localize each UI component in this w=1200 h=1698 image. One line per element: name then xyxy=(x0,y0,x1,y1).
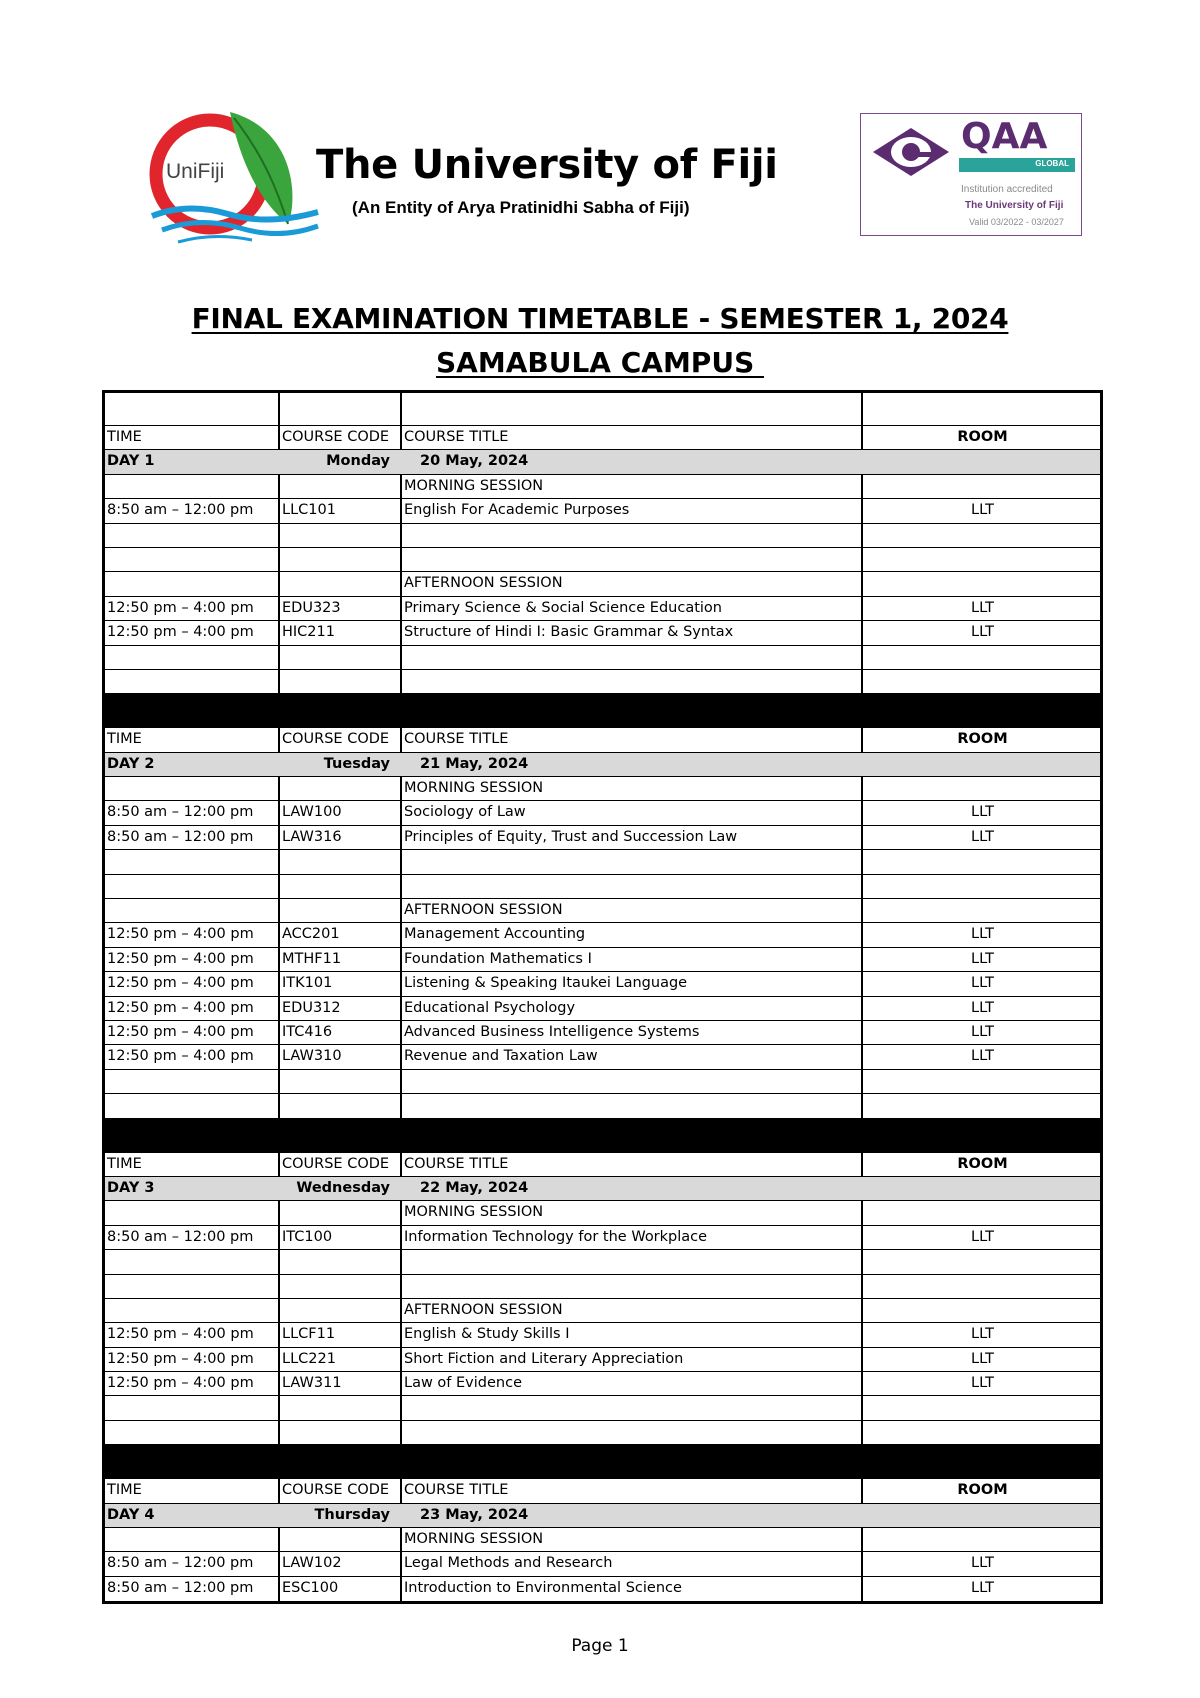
university-subtitle: (An Entity of Arya Pratinidhi Sabha of Fiji) xyxy=(352,198,690,217)
empty-cell xyxy=(863,1396,1100,1419)
empty-cell xyxy=(863,1528,1100,1551)
session-row xyxy=(105,475,1100,499)
title-header: COURSE TITLE xyxy=(402,1479,863,1502)
exam-course-code: ITC100 xyxy=(280,1226,402,1249)
blank-row xyxy=(105,1275,1100,1299)
empty-cell xyxy=(280,475,402,498)
exam-course-code: HIC211 xyxy=(280,621,402,644)
empty-cell xyxy=(863,899,1100,922)
session-name: AFTERNOON SESSION xyxy=(402,1299,863,1322)
table-header-row xyxy=(105,1479,1100,1503)
session-name: AFTERNOON SESSION xyxy=(402,572,863,595)
empty-cell xyxy=(280,1070,402,1093)
empty-cell xyxy=(280,548,402,571)
exam-course-code: ITC416 xyxy=(280,1021,402,1044)
exam-course-code: EDU323 xyxy=(280,597,402,620)
empty-cell xyxy=(105,393,280,425)
empty-cell xyxy=(105,524,280,547)
exam-row xyxy=(105,997,1100,1021)
session-row xyxy=(105,1299,1100,1323)
exam-course-title: Short Fiction and Literary Appreciation xyxy=(402,1348,863,1371)
empty-cell xyxy=(402,646,863,669)
blank-row xyxy=(105,393,1100,426)
qaa-brand: QAA xyxy=(961,116,1048,157)
day-date: 20 May, 2024 xyxy=(420,453,529,470)
university-name: The University of Fiji xyxy=(316,142,778,188)
blank-row xyxy=(105,1396,1100,1420)
qaa-global: GLOBAL xyxy=(1035,159,1069,168)
day-date: 22 May, 2024 xyxy=(420,1179,529,1196)
exam-time: 8:50 am – 12:00 pm xyxy=(105,499,280,522)
exam-time: 12:50 pm – 4:00 pm xyxy=(105,997,280,1020)
blank-row xyxy=(105,548,1100,572)
empty-cell xyxy=(280,524,402,547)
exam-course-title: English & Study Skills I xyxy=(402,1323,863,1346)
code-header: COURSE CODE xyxy=(280,426,402,449)
empty-cell xyxy=(402,1275,863,1298)
exam-course-code: LAW316 xyxy=(280,826,402,849)
day-label: DAY 2 xyxy=(107,755,155,772)
day-label: DAY 1 xyxy=(107,453,155,470)
time-header: TIME xyxy=(105,1153,280,1176)
exam-course-code: ESC100 xyxy=(280,1577,402,1601)
exam-course-title: Principles of Equity, Trust and Succession Law xyxy=(402,826,863,849)
exam-course-title: Listening & Speaking Itaukei Language xyxy=(402,972,863,995)
exam-time: 8:50 am – 12:00 pm xyxy=(105,801,280,824)
day-row xyxy=(105,450,1100,474)
empty-cell xyxy=(280,899,402,922)
exam-course-title: Management Accounting xyxy=(402,923,863,946)
page-title: FINAL EXAMINATION TIMETABLE - SEMESTER 1, 2024 xyxy=(191,302,1009,335)
blank-row xyxy=(105,850,1100,874)
exam-course-title: Information Technology for the Workplace xyxy=(402,1226,863,1249)
exam-time: 8:50 am – 12:00 pm xyxy=(105,826,280,849)
empty-cell xyxy=(105,1421,280,1444)
exam-time: 12:50 pm – 4:00 pm xyxy=(105,621,280,644)
logo-text: UniFiji xyxy=(166,160,225,183)
table-header-row xyxy=(105,426,1100,450)
exam-course-code: ITK101 xyxy=(280,972,402,995)
exam-row xyxy=(105,1045,1100,1069)
exam-course-code: LAW311 xyxy=(280,1372,402,1395)
blank-row xyxy=(105,1094,1100,1118)
empty-cell xyxy=(402,1094,863,1117)
qaa-line3: Valid 03/2022 - 03/2027 xyxy=(969,217,1064,227)
empty-cell xyxy=(105,875,280,898)
session-row xyxy=(105,777,1100,801)
day-label: DAY 3 xyxy=(107,1179,155,1196)
exam-room: LLT xyxy=(970,999,995,1016)
day-separator xyxy=(105,1445,1100,1479)
time-header: TIME xyxy=(105,426,280,449)
qaa-line1: Institution accredited xyxy=(961,184,1053,195)
exam-course-code: LAW310 xyxy=(280,1045,402,1068)
exam-time: 8:50 am – 12:00 pm xyxy=(105,1577,280,1601)
exam-course-title: Educational Psychology xyxy=(402,997,863,1020)
empty-cell xyxy=(105,548,280,571)
empty-cell xyxy=(863,1094,1100,1117)
title-header: COURSE TITLE xyxy=(402,728,863,751)
empty-cell xyxy=(863,875,1100,898)
empty-cell xyxy=(280,646,402,669)
session-name: MORNING SESSION xyxy=(402,777,863,800)
empty-cell xyxy=(280,1396,402,1419)
empty-cell xyxy=(402,875,863,898)
table-header-row xyxy=(105,728,1100,752)
exam-row xyxy=(105,1021,1100,1045)
empty-cell xyxy=(105,1299,280,1322)
exam-timetable xyxy=(102,390,1103,1604)
empty-cell xyxy=(280,1421,402,1444)
empty-cell xyxy=(863,393,1100,425)
day-row xyxy=(105,753,1100,777)
empty-cell xyxy=(863,1250,1100,1273)
title-header: COURSE TITLE xyxy=(402,1153,863,1176)
day-separator xyxy=(105,694,1100,728)
room-header: ROOM xyxy=(957,1155,1008,1172)
exam-room: LLT xyxy=(970,828,995,845)
exam-time: 12:50 pm – 4:00 pm xyxy=(105,1348,280,1371)
exam-course-title: Advanced Business Intelligence Systems xyxy=(402,1021,863,1044)
session-row xyxy=(105,1528,1100,1552)
empty-cell xyxy=(280,1299,402,1322)
day-label: DAY 4 xyxy=(107,1506,155,1523)
day-weekday: Wednesday xyxy=(296,1179,390,1196)
exam-course-code: LLCF11 xyxy=(280,1323,402,1346)
empty-cell xyxy=(863,572,1100,595)
exam-row xyxy=(105,1577,1100,1601)
empty-cell xyxy=(863,524,1100,547)
exam-course-title: Sociology of Law xyxy=(402,801,863,824)
empty-cell xyxy=(280,1528,402,1551)
empty-cell xyxy=(863,475,1100,498)
exam-room: LLT xyxy=(970,599,995,616)
exam-course-code: LAW100 xyxy=(280,801,402,824)
empty-cell xyxy=(280,1201,402,1224)
exam-course-title: English For Academic Purposes xyxy=(402,499,863,522)
exam-row xyxy=(105,801,1100,825)
empty-cell xyxy=(863,646,1100,669)
page-number: Page 1 xyxy=(571,1636,629,1656)
campus-title: SAMABULA CAMPUS xyxy=(436,346,764,379)
exam-course-title: Legal Methods and Research xyxy=(402,1552,863,1575)
empty-cell xyxy=(105,850,280,873)
exam-row xyxy=(105,948,1100,972)
room-header: ROOM xyxy=(957,429,1008,445)
empty-cell xyxy=(863,1421,1100,1444)
day-separator xyxy=(105,1119,1100,1153)
day-row xyxy=(105,1177,1100,1201)
empty-cell xyxy=(402,393,863,425)
day-weekday: Tuesday xyxy=(323,755,390,772)
code-header: COURSE CODE xyxy=(280,1153,402,1176)
title-header: COURSE TITLE xyxy=(402,426,863,449)
session-row xyxy=(105,1201,1100,1225)
exam-course-code: LAW102 xyxy=(280,1552,402,1575)
exam-room: LLT xyxy=(970,926,995,943)
exam-course-code: ACC201 xyxy=(280,923,402,946)
session-name: MORNING SESSION xyxy=(402,1201,863,1224)
empty-cell xyxy=(863,850,1100,873)
exam-time: 12:50 pm – 4:00 pm xyxy=(105,972,280,995)
exam-row xyxy=(105,621,1100,645)
exam-row xyxy=(105,972,1100,996)
exam-room: LLT xyxy=(970,1326,995,1343)
exam-time: 12:50 pm – 4:00 pm xyxy=(105,948,280,971)
empty-cell xyxy=(105,646,280,669)
empty-cell xyxy=(280,875,402,898)
exam-course-code: MTHF11 xyxy=(280,948,402,971)
room-header: ROOM xyxy=(957,731,1008,748)
empty-cell xyxy=(863,1299,1100,1322)
empty-cell xyxy=(402,850,863,873)
exam-course-title: Introduction to Environmental Science xyxy=(402,1577,863,1601)
session-row xyxy=(105,572,1100,596)
exam-course-title: Law of Evidence xyxy=(402,1372,863,1395)
exam-room: LLT xyxy=(970,950,995,967)
session-name: MORNING SESSION xyxy=(402,475,863,498)
session-row xyxy=(105,899,1100,923)
table-header-row xyxy=(105,1153,1100,1177)
empty-cell xyxy=(402,1070,863,1093)
empty-cell xyxy=(105,1250,280,1273)
empty-cell xyxy=(402,524,863,547)
exam-room: LLT xyxy=(970,804,995,821)
exam-row xyxy=(105,1348,1100,1372)
empty-cell xyxy=(105,475,280,498)
blank-row xyxy=(105,1250,1100,1274)
exam-room: LLT xyxy=(970,624,995,641)
exam-course-title: Revenue and Taxation Law xyxy=(402,1045,863,1068)
empty-cell xyxy=(105,1275,280,1298)
exam-room: LLT xyxy=(970,975,995,992)
exam-course-title: Foundation Mathematics I xyxy=(402,948,863,971)
blank-row xyxy=(105,1070,1100,1094)
empty-cell xyxy=(105,670,280,693)
exam-time: 12:50 pm – 4:00 pm xyxy=(105,597,280,620)
exam-time: 12:50 pm – 4:00 pm xyxy=(105,1021,280,1044)
exam-room: LLT xyxy=(970,1228,995,1245)
exam-course-title: Structure of Hindi I: Basic Grammar & Syntax xyxy=(402,621,863,644)
time-header: TIME xyxy=(105,1479,280,1502)
exam-time: 12:50 pm – 4:00 pm xyxy=(105,1045,280,1068)
room-header: ROOM xyxy=(957,1482,1008,1499)
exam-row xyxy=(105,1226,1100,1250)
blank-row xyxy=(105,524,1100,548)
exam-room: LLT xyxy=(970,1579,995,1596)
empty-cell xyxy=(402,1421,863,1444)
day-row xyxy=(105,1504,1100,1528)
blank-row xyxy=(105,670,1100,694)
blank-row xyxy=(105,646,1100,670)
empty-cell xyxy=(105,1094,280,1117)
empty-cell xyxy=(402,548,863,571)
exam-row xyxy=(105,1552,1100,1576)
empty-cell xyxy=(863,1070,1100,1093)
empty-cell xyxy=(105,1396,280,1419)
empty-cell xyxy=(863,1275,1100,1298)
exam-time: 12:50 pm – 4:00 pm xyxy=(105,923,280,946)
empty-cell xyxy=(402,1396,863,1419)
session-name: MORNING SESSION xyxy=(402,1528,863,1551)
exam-row xyxy=(105,923,1100,947)
empty-cell xyxy=(280,670,402,693)
exam-time: 8:50 am – 12:00 pm xyxy=(105,1226,280,1249)
exam-time: 12:50 pm – 4:00 pm xyxy=(105,1323,280,1346)
exam-row xyxy=(105,826,1100,850)
day-date: 23 May, 2024 xyxy=(420,1506,529,1523)
day-weekday: Thursday xyxy=(314,1506,390,1523)
empty-cell xyxy=(863,548,1100,571)
empty-cell xyxy=(280,1094,402,1117)
exam-row xyxy=(105,499,1100,523)
unifiji-logo xyxy=(148,112,328,246)
blank-row xyxy=(105,875,1100,899)
empty-cell xyxy=(863,1201,1100,1224)
empty-cell xyxy=(280,1275,402,1298)
qaa-accreditation-badge xyxy=(860,113,1082,236)
empty-cell xyxy=(105,777,280,800)
exam-row xyxy=(105,1323,1100,1347)
empty-cell xyxy=(280,850,402,873)
exam-time: 12:50 pm – 4:00 pm xyxy=(105,1372,280,1395)
exam-room: LLT xyxy=(970,1023,995,1040)
exam-row xyxy=(105,1372,1100,1396)
empty-cell xyxy=(280,572,402,595)
empty-cell xyxy=(863,777,1100,800)
blank-row xyxy=(105,1421,1100,1445)
exam-course-title: Primary Science & Social Science Education xyxy=(402,597,863,620)
code-header: COURSE CODE xyxy=(280,1479,402,1502)
day-date: 21 May, 2024 xyxy=(420,755,529,772)
exam-course-code: EDU312 xyxy=(280,997,402,1020)
empty-cell xyxy=(280,1250,402,1273)
session-name: AFTERNOON SESSION xyxy=(402,899,863,922)
time-header: TIME xyxy=(105,728,280,751)
empty-cell xyxy=(105,899,280,922)
exam-course-code: LLC221 xyxy=(280,1348,402,1371)
exam-room: LLT xyxy=(970,1048,995,1065)
day-weekday: Monday xyxy=(326,453,390,470)
empty-cell xyxy=(402,670,863,693)
qaa-line2: The University of Fiji xyxy=(965,200,1064,211)
empty-cell xyxy=(105,1201,280,1224)
exam-room: LLT xyxy=(970,1350,995,1367)
code-header: COURSE CODE xyxy=(280,728,402,751)
exam-time: 8:50 am – 12:00 pm xyxy=(105,1552,280,1575)
exam-room: LLT xyxy=(970,1375,995,1392)
empty-cell xyxy=(105,1070,280,1093)
empty-cell xyxy=(863,670,1100,693)
exam-room: LLT xyxy=(970,1555,995,1572)
exam-row xyxy=(105,597,1100,621)
exam-course-code: LLC101 xyxy=(280,499,402,522)
empty-cell xyxy=(402,1250,863,1273)
empty-cell xyxy=(105,1528,280,1551)
empty-cell xyxy=(280,777,402,800)
qaa-global-bar xyxy=(959,158,1075,172)
exam-room: LLT xyxy=(970,502,995,519)
empty-cell xyxy=(105,572,280,595)
empty-cell xyxy=(280,393,402,425)
